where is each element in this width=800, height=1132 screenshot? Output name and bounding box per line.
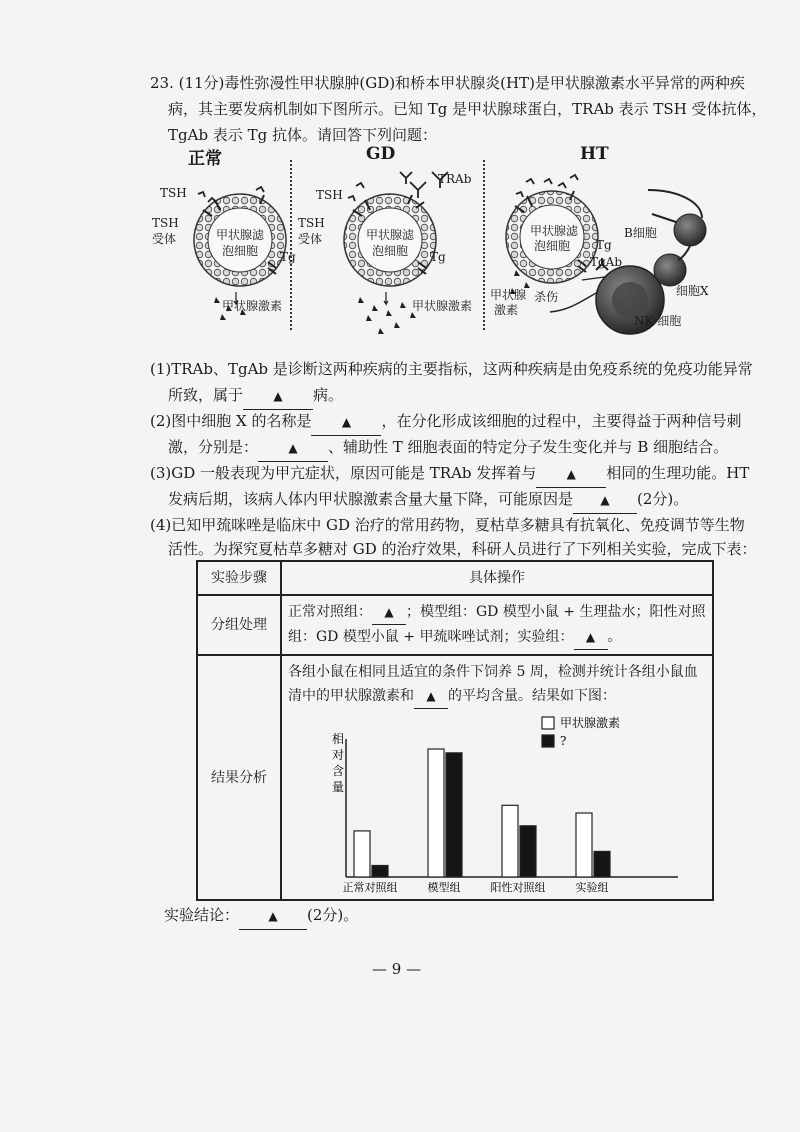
cell-label-2: 泡细胞 [222, 244, 259, 258]
table-header-step: 实验步骤 [197, 561, 281, 595]
grouping-label: 分组处理 [197, 595, 281, 655]
legend-swatch [542, 717, 554, 729]
bar-thyroid-hormone [502, 805, 518, 877]
tg-label-ht: Tg [596, 238, 612, 252]
y-axis-label-char: 量 [332, 780, 345, 794]
answer-blank[interactable]: ▲ [273, 389, 283, 403]
tsh-receptor-label-gd-1: TSH [298, 216, 325, 230]
answer-blank[interactable]: ▲ [600, 493, 610, 507]
tsh-receptor-label-gd-2: 受体 [298, 232, 323, 246]
bar-unknown [520, 826, 536, 877]
answer-blank[interactable]: ▲ [288, 441, 298, 455]
thyroid-hormone-label-gd: 甲状腺激素 [412, 299, 473, 313]
results-chart-svg [288, 709, 688, 895]
answer-blank[interactable]: ▲ [268, 909, 278, 923]
q3-line-2: 发病后期，该病人体内甲状腺激素含量大量下降，可能原因是 ▲ (2分)。 [168, 486, 688, 514]
tg-label: Tg [280, 250, 296, 264]
experiment-table [196, 560, 714, 901]
results-chart [288, 709, 706, 895]
cell-label-1: 甲状腺滤 [216, 228, 265, 242]
question-intro-3: TgAb 表示 Tg 抗体。请回答下列问题： [168, 126, 437, 144]
x-tick-label: 实验组 [575, 881, 609, 894]
tg-label-gd: Tg [430, 250, 446, 264]
q4-line-1-render: (4)已知甲巯咪唑是临床中 GD 治疗的常用药物，夏枯草多糖具有抗氧化、免疫调节等生物 [150, 516, 745, 534]
table-header-operation: 具体操作 [281, 561, 713, 595]
mechanism-diagram [150, 142, 710, 352]
q2-line-1: (2)图中细胞 X 的名称是 ▲ ，在分化形成该细胞的过程中，主要得益于两种信号刺 [150, 408, 741, 436]
cell-label-gd-2: 泡细胞 [372, 244, 409, 258]
kill-label: 杀伤 [534, 290, 559, 304]
q1-line-1: (1)TRAb、TgAb 是诊断这两种疾病的主要指标，这两种疾病是由免疫系统的免疫功能异常 [150, 360, 753, 378]
tsh-receptor-label-1: TSH [152, 216, 179, 230]
question-intro-2: 病，其主要发病机制如下图所示。已知 Tg 是甲状腺球蛋白，TRAb 表示 TSH 受体抗体， [168, 100, 767, 118]
q3-line-1: (3)GD 一般表现为甲亢症状，原因可能是 TRAb 发挥着与 ▲ 相同的生理功能。HT [150, 460, 749, 488]
legend-swatch [542, 735, 554, 747]
bar-unknown [446, 753, 462, 877]
cell-label-gd-1: 甲状腺滤 [366, 228, 415, 242]
table-header-row [197, 561, 713, 595]
bar-thyroid-hormone [428, 749, 444, 877]
legend-label: ? [560, 734, 567, 748]
trab-label: TRAb [438, 172, 472, 186]
thyroid-hormone-label: 甲状腺激素 [222, 299, 283, 313]
answer-blank[interactable]: ▲ [566, 467, 576, 481]
x-tick-label: 阳性对照组 [490, 881, 546, 894]
page-number: — 9 — [372, 960, 422, 978]
y-axis-label-char: 对 [332, 748, 345, 762]
y-axis-label-char: 含 [332, 764, 345, 778]
q2-line-2: 激，分别是： ▲ 、辅助性 T 细胞表面的特定分子发生变化并与 B 细胞结合。 [168, 434, 728, 462]
bar-unknown [594, 851, 610, 877]
x-tick-label: 模型组 [427, 881, 461, 894]
panel-title-gd: GD [366, 144, 396, 164]
table-row-grouping [197, 595, 713, 655]
q1-line-2: 所致，属于 ▲ 病。 [168, 382, 343, 410]
cell-label-ht-2: 泡细胞 [534, 239, 571, 253]
bar-unknown [372, 865, 388, 877]
grouping-content: 正常对照组： ▲ ；模型组：GD 模型小鼠 + 生理盐水；阳性对照 组：GD 模型小鼠 + 甲巯咪唑试剂；实验组： ▲ 。 [281, 595, 713, 655]
tgab-label: TgAb [590, 255, 623, 269]
ht-hormone-label-2: 激素 [494, 303, 519, 317]
y-axis-label-char: 相 [332, 732, 345, 746]
answer-blank[interactable]: ▲ [384, 605, 394, 619]
cell-x-label: 细胞X [676, 284, 709, 298]
answer-blank[interactable]: ▲ [585, 630, 596, 644]
panel-title-ht: HT [580, 144, 609, 164]
cell-label-ht-1: 甲状腺滤 [530, 224, 579, 238]
x-tick-label: 正常对照组 [342, 881, 398, 894]
table-row-results [197, 655, 713, 900]
nk-cell-label: NK 细胞 [634, 314, 682, 328]
answer-blank[interactable]: ▲ [426, 689, 436, 703]
bar-thyroid-hormone [354, 831, 370, 877]
b-cell-shape [674, 214, 706, 246]
conclusion: 实验结论： ▲ (2分)。 [164, 902, 358, 930]
panel-title-normal: 正常 [188, 149, 222, 169]
legend-label: 甲状腺激素 [560, 716, 621, 730]
question-intro-1: 23. (11分)毒性弥漫性甲状腺肿(GD)和桥本甲状腺炎(HT)是甲状腺激素水平异常的两种疾 [150, 74, 745, 92]
tsh-label: TSH [160, 186, 187, 200]
results-label: 结果分析 [197, 655, 281, 900]
tsh-label-gd: TSH [316, 188, 343, 202]
q4-line-2: 活性。为探究夏枯草多糖对 GD 的治疗效果，科研人员进行了下列相关实验，完成下表： [168, 540, 757, 558]
answer-blank[interactable]: ▲ [341, 415, 352, 429]
b-cell-label: B细胞 [624, 226, 657, 240]
tsh-receptor-label-2: 受体 [152, 232, 177, 246]
results-content: 各组小鼠在相同且适宜的条件下饲养 5 周，检测并统计各组小鼠血 清中的甲状腺激素和 ▲ 的平均含量。结果如下图： 相 对 含 量 正常对照组 模型组 阳性对照组 实验组 甲状腺激素 ? [281, 655, 713, 900]
bar-thyroid-hormone [576, 813, 592, 877]
ht-hormone-label-1: 甲状腺 [490, 288, 527, 302]
